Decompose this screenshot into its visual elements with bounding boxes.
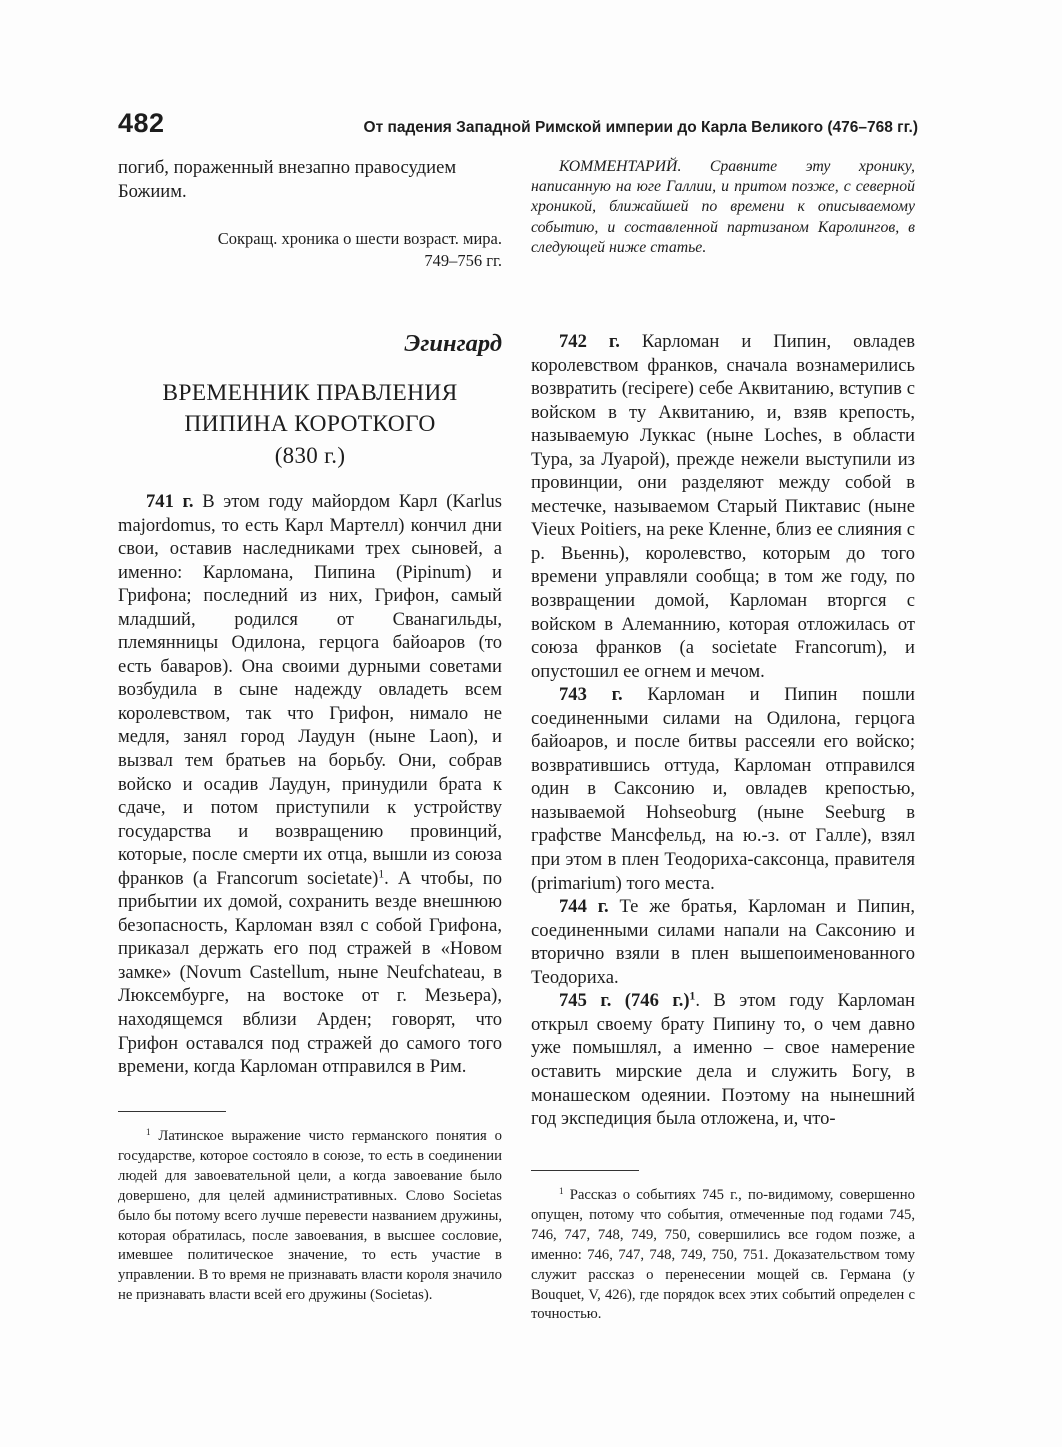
- continuation-text: погиб, пораженный внезапно правосудием Божиим.: [118, 157, 457, 202]
- title-year: (830 г.): [274, 443, 346, 468]
- footnote-rule-left: [118, 1111, 226, 1112]
- entry-745: [531, 989, 915, 1130]
- title-line-2: ПИПИНА КОРОТКОГО: [184, 411, 436, 437]
- entry-742-year: 742 г.: [559, 331, 620, 352]
- entry-744-text: Те же братья, Карломан и Пипин, соединенными силами напали на Саксонию и вторично взяли в плен вышепоименованного Теодориха.: [531, 896, 915, 988]
- footnote-ref-right: 1: [689, 990, 696, 1003]
- entry-743-year: 743 г.: [559, 684, 623, 706]
- entry-742: [531, 330, 915, 683]
- left-continuation: [118, 156, 502, 203]
- entry-741-text-b: . А чтобы, по прибытии их домой, сохранить везде внешнюю безопасность, Карломан взял с собой Грифона, приказал держать его под стражей в «Новом замке» (Novum Castellum, ныне Neufchateau, в Люксембурге, на востоке от г. Мезьера), находящемся вблизи Арден; говорят, что Грифон оставался под стражей до самого того времени, когда Карломан отправился в Рим.: [118, 867, 502, 1078]
- footnote-rule-right: [531, 1170, 639, 1171]
- footnote-left-text: [118, 1127, 502, 1306]
- running-head: [118, 108, 918, 144]
- author-name: Эгингард: [404, 330, 502, 357]
- source-line-2: 749–756 гг.: [424, 251, 502, 270]
- footnote-right-body: Рассказ о событиях 745 г., по-видимому, совершенно опущен, потому что события, отмеченные под годами 745, 746, 747, 748, 749, 750, совершились все годом позже, а именно: 746, 747, 748, 749, 750, 751. Доказательством тому служит рассказ о перенесении мощей св. Германа (у Bouquet, V, 426), где порядок всех этих событий определен с точностью.: [531, 1187, 915, 1323]
- entry-744: [531, 895, 915, 989]
- footnote-right: [531, 1186, 915, 1325]
- footnote-left-mark: 1: [146, 1127, 151, 1137]
- footnote-right-mark: 1: [559, 1186, 564, 1196]
- entry-745-text: . В этом году Карломан открыл своему брату Пипину то, о чем давно уже помышлял, а именно – свое намерение оставить мирские дела и служить Богу, в монашеском одеянии. Поэтому на нынешний год экспедиция была отложена, и, что-: [531, 990, 915, 1130]
- footnote-left-body: Латинское выражение чисто германского понятия о государстве, которое состояло в союзе, то есть в соединении людей для завоевательной цели, а когда завоевание было довершено, для целей административных. Слово Societas было бы потому всего лучше перевести названием дружины, которая обратилась, после завоевания, в высшее сословие, имевшее политическое значение, то есть участие в управлении. В то время не признавать власти короля значило не признавать власти всей его дружины (Societas).: [118, 1128, 502, 1304]
- entry-744-year: 744 г.: [559, 896, 609, 918]
- entry-743-text: Карломан и Пипин пошли соединенными силами на Одилона, герцога байоаров, и после битвы рассеяли его войско; возвратившись оттуда, Карломан отправился один в Саксонию и, овладев крепостью, называемой Hohseoburg (ныне Seeburg в графстве Мансфельд, на ю.-з. от Галле), взял при этом в плен Теодориха-саксонца, правителя (primarium) того места.: [531, 684, 915, 894]
- source-line-1: Сокращ. хроника о шести возраст. мира.: [217, 229, 502, 248]
- entry-741-paragraph: [118, 490, 502, 1079]
- entry-741: [118, 490, 502, 1079]
- commentary-block: [531, 157, 915, 258]
- entries-right: [531, 330, 915, 1131]
- article-heading: [118, 330, 502, 471]
- footnote-left: [118, 1127, 502, 1306]
- page-number: 482: [118, 108, 165, 138]
- source-note: [118, 228, 502, 272]
- commentary-text: КОММЕНТАРИЙ. Сравните эту хронику, написанную на юге Галлии, и притом позже, с северной хроникой, ближайшей по времени к описываемому событию, и составленной партизаном Каролингов, в следующей ниже статье.: [531, 158, 915, 256]
- entry-741-text-a: В этом году майордом Карл (Karlus majordomus, то есть Карл Мартелл) кончил дни свои, оставив наследниками трех сыновей, а именно: Карломана, Пипина (Pipinum) и Грифона; последний из них, Грифон, самый младший, родился от Сванагильды, племянницы Одилона, герцога байоаров (то есть баваров). Она своими дурными советами возбудила в сыне надежду овладеть всем королевством, так что Грифон, нимало не медля, занял город Лаудун (ныне Laon), и вызвал тем братьев на борьбу. Они, собрав войско и осадив Лаудун, принудили брата к сдаче, и потом приступили к устройству государства и возвращению провинций, которые, после смерти их отца, вышли из союза франков (a Francorum societate): [118, 491, 502, 889]
- running-title: От падения Западной Римской империи до Карла Великого (476–768 гг.): [363, 119, 918, 136]
- entry-745-year-label: 745 г. (746 г.): [559, 990, 690, 1012]
- entry-741-year: 741 г.: [146, 491, 194, 512]
- footnote-right-text: [531, 1186, 915, 1325]
- footnote-ref-left: 1: [378, 868, 385, 881]
- article-title: [118, 378, 502, 471]
- entry-743: [531, 683, 915, 895]
- entry-742-text: Карломан и Пипин, овладев королевством франков, сначала вознамерились возвратить (recipere) себе Аквитанию, вступив с войском в ту Аквитанию, и, взяв крепость, называемую Луккас (ныне Loches, в области Тура, за Луарой), прежде нежели выступили из провинции, они разделяют между собой в местечке, называемом Старый Пиктавис (ныне Vieux Poitiers, на реке Кленне, близ ее слияния с р. Вьеннь), королевство, которым до того времени управляли сообща; в том же году, по возвращении домой, Карломан вторгся с войском в Алеманнию, которая отложилась от союза франков (a societate Francorum), и опустошил ее огнем и мечом.: [531, 331, 915, 682]
- entry-745-year: [559, 990, 695, 1011]
- title-line-1: ВРЕМЕННИК ПРАВЛЕНИЯ: [162, 380, 458, 406]
